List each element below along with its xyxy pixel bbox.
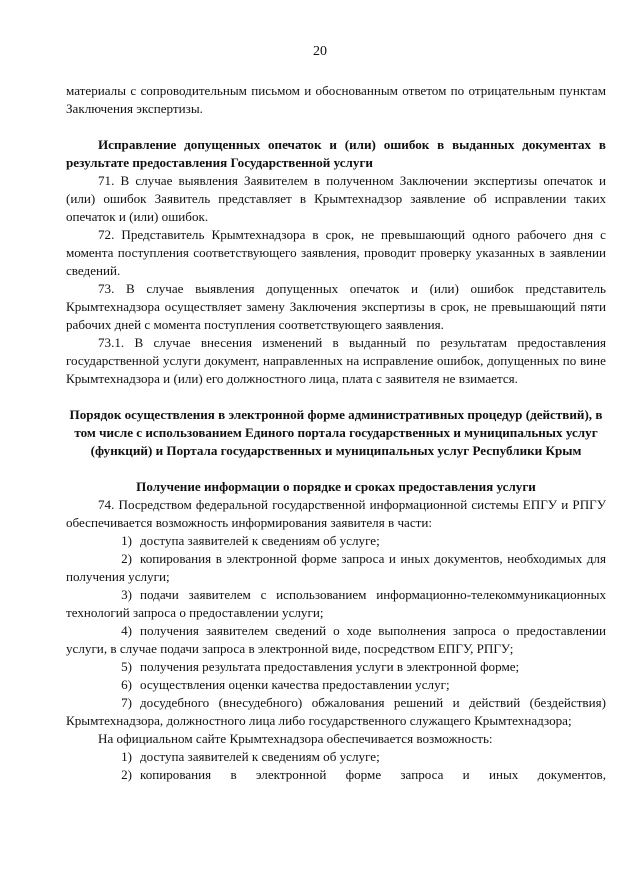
- section-heading-corrections: Исправление допущенных опечаток и (или) ошибок в выданных документах в результате предоставления Государственной услуги: [66, 137, 606, 170]
- list-item: 4) получения заявителем сведений о ходе выполнения запроса о предоставлении услуги, в случае подачи запроса в электронной виде, посредством ЕПГУ, РПГУ;: [66, 623, 606, 656]
- list-item: 5) получения результата предоставления услуги в электронной форме;: [121, 659, 520, 674]
- paragraph-74: 74. Посредством федеральной государственной информационной системы ЕПГУ и РПГУ обеспечивается возможность информирования заявителя в части:: [66, 497, 606, 530]
- list-item: 3) подачи заявителем с использованием информационно-телекоммуникационных технологий запроса о предоставлении услуги;: [66, 587, 606, 620]
- document-body: [66, 82, 606, 784]
- list-item: 1) доступа заявителей к сведениям об услуге;: [121, 749, 380, 764]
- list-item: 7) досудебного (внесудебного) обжалования решений и действий (бездействия) Крымтехнадзора, должностного лица либо государственного служащего Крымтехнадзора;: [66, 695, 606, 728]
- list-item: 6) осуществления оценки качества предоставлении услуг;: [121, 677, 450, 692]
- paragraph-73: 73. В случае выявления допущенных опечаток и (или) ошибок представитель Крымтехнадзора осуществляет замену Заключения экспертизы в срок, не превышающий пяти рабочих дней с момента поступления соответствующего заявления.: [66, 281, 606, 332]
- page-number: 20: [313, 44, 327, 59]
- list-item: 2) копирования в электронной форме запроса и иных документов, необходимых для получения услуги;: [66, 551, 606, 584]
- intro-paragraph: материалы с сопроводительным письмом и обоснованным ответом по отрицательным пунктам Заключения экспертизы.: [66, 83, 606, 116]
- subsection-heading-information: Получение информации о порядке и сроках предоставления услуги: [136, 479, 536, 494]
- paragraph-71: 71. В случае выявления Заявителем в полученном Заключении экспертизы опечаток и (или) ошибок Заявитель представляет в Крымтехнадзор заявление об исправлении таких опечаток и (или) ошибок.: [66, 173, 606, 224]
- list-item: 1) доступа заявителей к сведениям об услуге;: [121, 533, 380, 548]
- list-item: 2) копирования в электронной форме запроса и иных документов,: [121, 767, 606, 782]
- paragraph-official-site: На официальном сайте Крымтехнадзора обеспечивается возможность:: [98, 731, 493, 746]
- paragraph-73-1: 73.1. В случае внесения изменений в выданный по результатам предоставления государственной услуги документ, направленных на исправление ошибок, допущенных по вине Крымтехнадзора и (или) его должностного лица, плата с заявителя не взимается.: [66, 335, 606, 386]
- paragraph-72: 72. Представитель Крымтехнадзора в срок, не превышающий одного рабочего дня с момента поступления соответствующего заявления, проводит проверку указанных в заявлении сведений.: [66, 227, 606, 278]
- section-heading-electronic-procedures: Порядок осуществления в электронной форме административных процедур (действий), в том числе с использованием Единого портала государственных и муниципальных услуг (функций) и Портала государственных и муниципальных услуг Республики Крым: [69, 407, 603, 458]
